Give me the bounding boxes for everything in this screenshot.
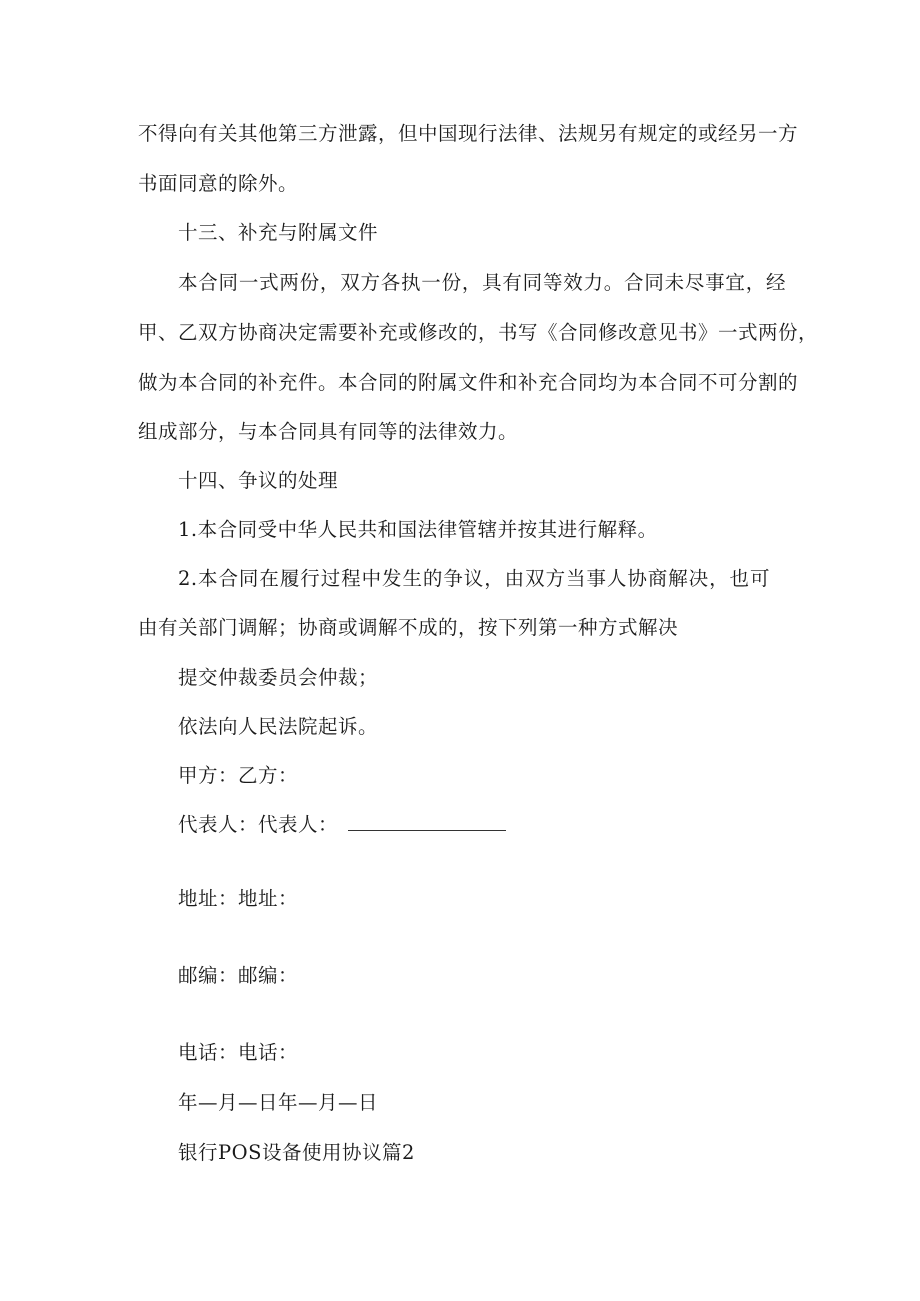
- signature-parties: 甲方：乙方：: [178, 764, 299, 787]
- paragraph-line-2: 书面同意的除外。: [138, 172, 299, 195]
- signature-underline: [348, 812, 506, 831]
- section-heading-13: 十三、补充与附属文件: [178, 221, 379, 244]
- signature-address: 地址：地址：: [178, 887, 299, 910]
- signature-date: 年—月—日年—月—日: [178, 1091, 379, 1114]
- option-arbitration: 提交仲裁委员会仲裁；: [178, 666, 379, 689]
- clause-1: 1.本合同受中华人民共和国法律管辖并按其进行解释。: [178, 518, 658, 541]
- next-agreement-title: 银行POS设备使用协议篇2: [178, 1141, 415, 1164]
- clause-2-line-2: 由有关部门调解；协商或调解不成的，按下列第一种方式解决: [138, 616, 679, 639]
- clause-2-line-1: 2.本合同在履行过程中发生的争议，由双方当事人协商解决，也可: [178, 567, 770, 590]
- option-court: 依法向人民法院起诉。: [178, 715, 379, 738]
- paragraph-line-6: 组成部分，与本合同具有同等的法律效力。: [138, 420, 519, 443]
- paragraph-line-3: 本合同一式两份，双方各执一份，具有同等效力。合同未尽事宜，经: [178, 271, 786, 294]
- signature-representative-row: [178, 812, 506, 838]
- paragraph-line-1: 不得向有关其他第三方泄露，但中国现行法律、法规另有规定的或经另一方: [138, 122, 799, 145]
- paragraph-line-4: 甲、乙双方协商决定需要补充或修改的，书写《合同修改意见书》一式两份，: [138, 321, 819, 344]
- signature-postcode: 邮编：邮编：: [178, 964, 299, 987]
- section-heading-14: 十四、争议的处理: [178, 469, 339, 492]
- signature-representative: 代表人：代表人：: [178, 813, 339, 836]
- signature-phone: 电话：电话：: [178, 1041, 299, 1064]
- paragraph-line-5: 做为本合同的补充件。本合同的附属文件和补充合同均为本合同不可分割的: [138, 371, 799, 394]
